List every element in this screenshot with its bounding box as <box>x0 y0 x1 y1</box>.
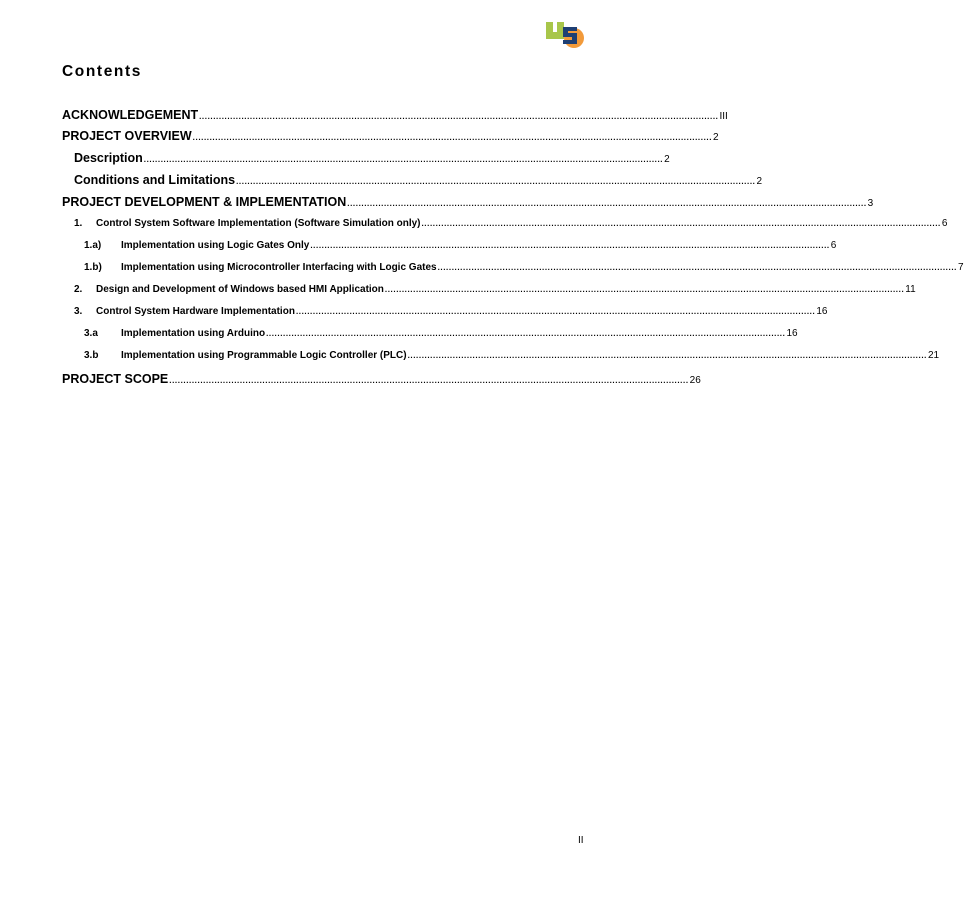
toc-entry-3[interactable] <box>62 306 828 317</box>
toc-entry-3a[interactable] <box>62 328 798 339</box>
toc-leader: ........................................................................................................................................................................................ <box>347 199 867 208</box>
toc-number: 1. <box>74 218 83 229</box>
toc-entry-1b[interactable] <box>62 262 964 273</box>
toc-page-number: 3 <box>867 198 874 209</box>
toc-leader: ........................................................................................................................................................................................ <box>236 177 756 186</box>
toc-leader: ........................................................................................................................................................................................ <box>266 329 786 338</box>
toc-number: 3. <box>74 306 83 317</box>
toc-entry-1[interactable] <box>62 218 948 229</box>
contents-heading: Contents <box>62 63 142 80</box>
toc-entry-project-development[interactable] <box>62 195 874 209</box>
toc-entry-description[interactable] <box>62 151 670 165</box>
toc-page-number: 7 <box>957 262 964 273</box>
toc-label: PROJECT OVERVIEW <box>62 129 192 143</box>
toc-leader: ........................................................................................................................................................................................ <box>169 376 689 385</box>
toc-leader: ........................................................................................................................................................................................ <box>295 307 816 316</box>
toc-label: Conditions and Limitations <box>74 173 236 187</box>
toc-page-number: 2 <box>713 132 719 143</box>
toc-entry-3b[interactable] <box>62 350 940 361</box>
toc-label: Implementation using Logic Gates Only <box>121 240 310 251</box>
toc-leader: ........................................................................................................................................................................................ <box>384 285 905 294</box>
toc-entry-acknowledgement[interactable] <box>62 108 728 122</box>
toc-number: 1.a) <box>84 240 102 251</box>
university-logo-icon <box>546 19 586 49</box>
toc-entry-1a[interactable] <box>62 240 837 251</box>
toc-leader: ........................................................................................................................................................................................ <box>310 241 830 250</box>
toc-entry-2[interactable] <box>62 284 916 295</box>
toc-leader: ........................................................................................................................................................................................ <box>199 112 719 121</box>
toc-number: 3.a <box>84 328 98 339</box>
toc-label: Implementation using Programmable Logic Controller (PLC) <box>121 350 407 361</box>
toc-number: 1.b) <box>84 262 102 273</box>
toc-leader: ........................................................................................................................................................................................ <box>407 351 927 360</box>
toc-page-number: III <box>719 111 728 122</box>
toc-page-number: 2 <box>756 176 763 187</box>
toc-number: 2. <box>74 284 83 295</box>
toc-number: 3.b <box>84 350 99 361</box>
footer-page-number: II <box>578 835 584 846</box>
toc-label: ACKNOWLEDGEMENT <box>62 108 199 122</box>
toc-label: Implementation using Arduino <box>121 328 266 339</box>
toc-page-number: 16 <box>816 306 828 317</box>
toc-page-number: 6 <box>941 218 948 229</box>
toc-label: PROJECT DEVELOPMENT & IMPLEMENTATION <box>62 195 347 209</box>
toc-leader: ........................................................................................................................................................................................ <box>143 155 664 164</box>
toc-page-number: 26 <box>689 375 701 386</box>
toc-leader: ........................................................................................................................................................................................ <box>437 263 957 272</box>
toc-page-number: 11 <box>905 284 916 295</box>
toc-page-number: 16 <box>786 328 798 339</box>
toc-label: Control System Software Implementation (Software Simulation only) <box>96 218 421 229</box>
toc-label: Control System Hardware Implementation <box>96 306 295 317</box>
toc-label: Description <box>74 151 143 165</box>
toc-entry-project-scope[interactable] <box>62 372 701 386</box>
toc-page-number: 6 <box>830 240 837 251</box>
toc-leader: ........................................................................................................................................................................................ <box>421 219 941 228</box>
toc-label: Implementation using Microcontroller Interfacing with Logic Gates <box>121 262 437 273</box>
toc-page-number: 2 <box>664 154 670 165</box>
toc-entry-conditions-limitations[interactable] <box>62 173 763 187</box>
toc-label: PROJECT SCOPE <box>62 372 169 386</box>
toc-label: Design and Development of Windows based HMI Application <box>96 284 384 295</box>
toc-leader: ........................................................................................................................................................................................ <box>192 133 713 142</box>
toc-page-number: 21 <box>927 350 940 361</box>
toc-entry-project-overview[interactable] <box>62 129 719 143</box>
